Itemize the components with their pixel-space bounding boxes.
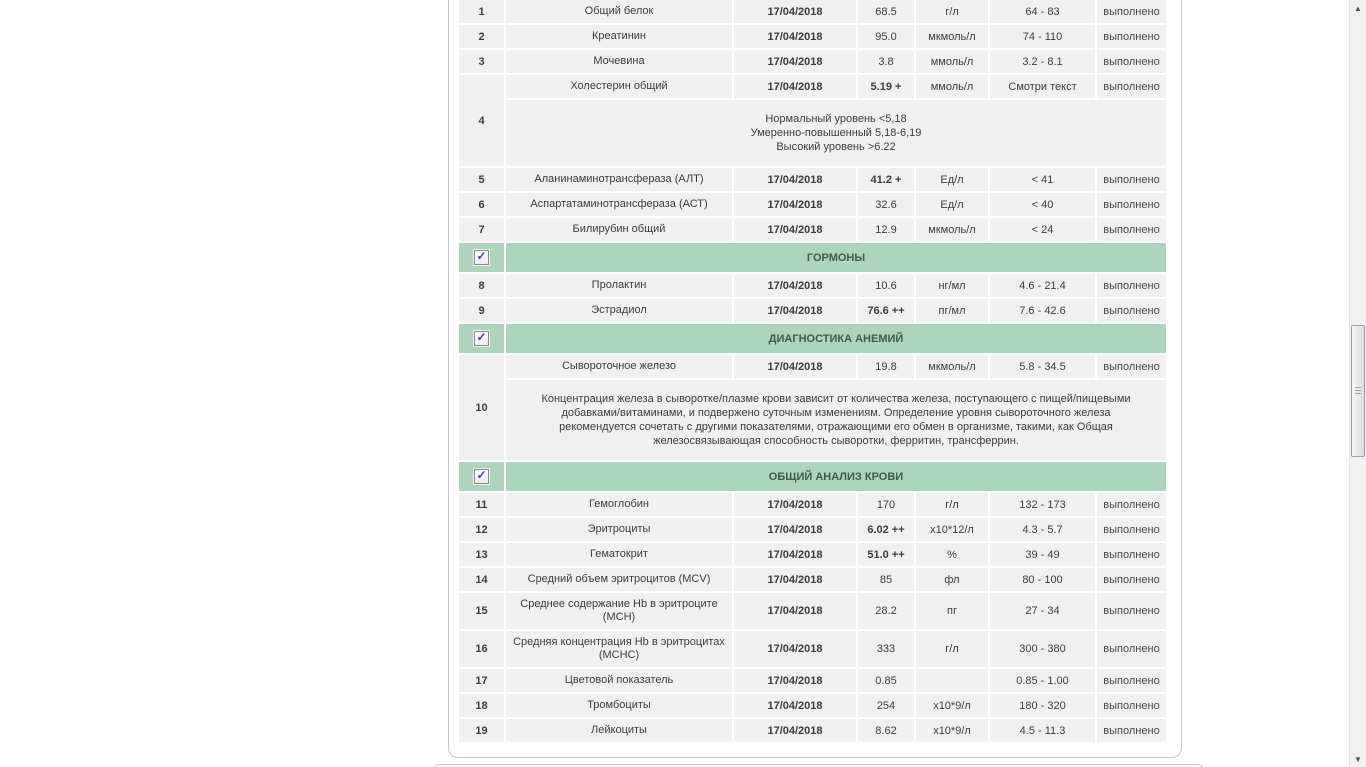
result-cell: 95.0 <box>858 25 914 48</box>
result-cell: 3.8 <box>858 50 914 73</box>
status-cell: выполнено <box>1097 0 1166 23</box>
note-cell <box>506 100 1166 166</box>
row-number-cell: 15 <box>459 593 504 629</box>
test-name-cell: Среднее содержание Hb в эритроците (МСН) <box>506 593 732 629</box>
test-name-cell: Сывороточное железо <box>506 355 732 378</box>
test-name-cell: Мочевина <box>506 50 732 73</box>
table-row <box>459 694 1166 717</box>
row-number-cell: 2 <box>459 25 504 48</box>
reference-range-cell: < 40 <box>990 193 1095 216</box>
status-cell: выполнено <box>1097 50 1166 73</box>
table-row <box>459 218 1166 241</box>
status-cell: выполнено <box>1097 25 1166 48</box>
date-cell: 17/04/2018 <box>734 694 856 717</box>
scrollbar-up-arrow-icon[interactable]: ▲ <box>1354 3 1362 13</box>
reference-range-cell: 80 - 100 <box>990 568 1095 591</box>
section-header-row <box>459 243 1166 272</box>
units-cell: г/л <box>916 631 988 667</box>
status-cell: выполнено <box>1097 493 1166 516</box>
date-cell: 17/04/2018 <box>734 218 856 241</box>
note-row <box>459 100 1166 166</box>
units-cell: нг/мл <box>916 274 988 297</box>
date-cell: 17/04/2018 <box>734 274 856 297</box>
test-name-cell: Общий белок <box>506 0 732 23</box>
table-row <box>459 593 1166 629</box>
test-name-cell: Лейкоциты <box>506 719 732 742</box>
table-row <box>459 50 1166 73</box>
table-row <box>459 493 1166 516</box>
status-cell: выполнено <box>1097 719 1166 742</box>
reference-range-cell: 4.3 - 5.7 <box>990 518 1095 541</box>
table-row <box>459 274 1166 297</box>
result-cell: 8.62 <box>858 719 914 742</box>
status-cell: выполнено <box>1097 75 1166 98</box>
result-cell: 254 <box>858 694 914 717</box>
scrollbar-down-arrow-icon[interactable]: ▼ <box>1354 754 1362 764</box>
status-cell: выполнено <box>1097 631 1166 667</box>
result-cell: 28.2 <box>858 593 914 629</box>
status-cell: выполнено <box>1097 193 1166 216</box>
units-cell: х10*9/л <box>916 719 988 742</box>
result-cell: 85 <box>858 568 914 591</box>
date-cell: 17/04/2018 <box>734 543 856 566</box>
date-cell: 17/04/2018 <box>734 719 856 742</box>
reference-range-cell: 180 - 320 <box>990 694 1095 717</box>
section-checkbox-cell <box>459 462 504 491</box>
units-cell: пг <box>916 593 988 629</box>
test-name-cell: Холестерин общий <box>506 75 732 98</box>
test-name-cell: Билирубин общий <box>506 218 732 241</box>
units-cell: мкмоль/л <box>916 218 988 241</box>
status-cell: выполнено <box>1097 518 1166 541</box>
table-row <box>459 719 1166 742</box>
result-cell: 12.9 <box>858 218 914 241</box>
reference-range-cell: < 24 <box>990 218 1095 241</box>
section-title: ОБЩИЙ АНАЛИЗ КРОВИ <box>506 462 1166 491</box>
scrollbar-grip-icon <box>1355 387 1361 395</box>
results-panel <box>448 0 1182 758</box>
date-cell: 17/04/2018 <box>734 493 856 516</box>
row-number-cell: 5 <box>459 168 504 191</box>
test-name-cell: Пролактин <box>506 274 732 297</box>
section-header-row <box>459 324 1166 353</box>
status-cell: выполнено <box>1097 274 1166 297</box>
date-cell: 17/04/2018 <box>734 75 856 98</box>
checkmark-icon: ✓ <box>476 330 487 344</box>
test-name-cell: Эстрадиол <box>506 299 732 322</box>
date-cell: 17/04/2018 <box>734 355 856 378</box>
test-name-cell: Эритроциты <box>506 518 732 541</box>
units-cell: г/л <box>916 0 988 23</box>
units-cell: ммоль/л <box>916 75 988 98</box>
section-checkbox[interactable] <box>474 469 489 484</box>
lab-results-table <box>457 0 1168 744</box>
result-cell: 68.5 <box>858 0 914 23</box>
status-cell: выполнено <box>1097 355 1166 378</box>
result-cell: 333 <box>858 631 914 667</box>
reference-range-cell: 4.6 - 21.4 <box>990 274 1095 297</box>
units-cell: Ед/л <box>916 193 988 216</box>
test-name-cell: Средний объем эритроцитов (MCV) <box>506 568 732 591</box>
row-number-cell: 17 <box>459 669 504 692</box>
row-number-cell: 13 <box>459 543 504 566</box>
units-cell: ммоль/л <box>916 50 988 73</box>
table-row <box>459 518 1166 541</box>
reference-range-cell: 39 - 49 <box>990 543 1095 566</box>
row-number-cell: 6 <box>459 193 504 216</box>
status-cell: выполнено <box>1097 543 1166 566</box>
reference-range-cell: 7.6 - 42.6 <box>990 299 1095 322</box>
test-name-cell: Тромбоциты <box>506 694 732 717</box>
row-number-cell: 14 <box>459 568 504 591</box>
status-cell: выполнено <box>1097 299 1166 322</box>
row-number-cell: 8 <box>459 274 504 297</box>
section-title: ДИАГНОСТИКА АНЕМИЙ <box>506 324 1166 353</box>
table-row <box>459 168 1166 191</box>
date-cell: 17/04/2018 <box>734 631 856 667</box>
units-cell: фл <box>916 568 988 591</box>
result-cell: 19.8 <box>858 355 914 378</box>
table-row <box>459 75 1166 98</box>
scrollbar-thumb[interactable] <box>1351 325 1365 457</box>
row-number-cell: 11 <box>459 493 504 516</box>
note-row <box>459 380 1166 460</box>
section-header-row <box>459 462 1166 491</box>
note-line: Нормальный уровень <5,18 <box>765 113 907 125</box>
status-cell: выполнено <box>1097 593 1166 629</box>
units-cell: мкмоль/л <box>916 355 988 378</box>
table-row <box>459 568 1166 591</box>
table-row <box>459 355 1166 378</box>
section-checkbox-cell <box>459 243 504 272</box>
row-number-cell: 1 <box>459 0 504 23</box>
test-name-cell: Гематокрит <box>506 543 732 566</box>
row-number-cell: 10 <box>459 355 504 460</box>
note-cell: Концентрация железа в сыворотке/плазме крови зависит от количества железа, поступающего с пищей/пищевыми добавками/витаминами, и подвержено суточным изменениям. Определение уровня сывороточного железа рекомендуется сочетать с другими показателями, отражающими его обмен в организме, такими, как Общая железосвязывающая способность сыворотки, ферритин, трансферрин. <box>506 380 1166 460</box>
date-cell: 17/04/2018 <box>734 50 856 73</box>
reference-range-cell: 74 - 110 <box>990 25 1095 48</box>
row-number-cell: 12 <box>459 518 504 541</box>
table-row <box>459 669 1166 692</box>
status-cell: выполнено <box>1097 568 1166 591</box>
checkmark-icon: ✓ <box>476 468 487 482</box>
units-cell <box>916 669 988 692</box>
table-row <box>459 299 1166 322</box>
date-cell: 17/04/2018 <box>734 0 856 23</box>
date-cell: 17/04/2018 <box>734 593 856 629</box>
note-line: Умеренно-повышенный 5,18-6,19 <box>750 127 922 139</box>
test-name-cell: Цветовой показатель <box>506 669 732 692</box>
row-number-cell: 16 <box>459 631 504 667</box>
units-cell: х10*9/л <box>916 694 988 717</box>
date-cell: 17/04/2018 <box>734 25 856 48</box>
units-cell: % <box>916 543 988 566</box>
date-cell: 17/04/2018 <box>734 193 856 216</box>
test-name-cell: Гемоглобин <box>506 493 732 516</box>
reference-range-cell: < 41 <box>990 168 1095 191</box>
row-number-cell: 18 <box>459 694 504 717</box>
row-number-cell: 19 <box>459 719 504 742</box>
units-cell: мкмоль/л <box>916 25 988 48</box>
result-cell: 32.6 <box>858 193 914 216</box>
units-cell: г/л <box>916 493 988 516</box>
section-checkbox-cell <box>459 324 504 353</box>
table-row <box>459 631 1166 667</box>
section-checkbox[interactable] <box>474 250 489 265</box>
row-number-cell: 3 <box>459 50 504 73</box>
vertical-scrollbar[interactable] <box>1349 0 1366 767</box>
date-cell: 17/04/2018 <box>734 568 856 591</box>
date-cell: 17/04/2018 <box>734 518 856 541</box>
result-cell: 5.19 + <box>858 75 914 98</box>
status-cell: выполнено <box>1097 168 1166 191</box>
reference-range-cell: 4.5 - 11.3 <box>990 719 1095 742</box>
reference-range-cell: 132 - 173 <box>990 493 1095 516</box>
date-cell: 17/04/2018 <box>734 168 856 191</box>
test-name-cell: Креатинин <box>506 25 732 48</box>
result-cell: 10.6 <box>858 274 914 297</box>
reference-range-cell: 3.2 - 8.1 <box>990 50 1095 73</box>
reference-range-cell: Смотри текст <box>990 75 1095 98</box>
result-cell: 41.2 + <box>858 168 914 191</box>
test-name-cell: Аспартатаминотрансфераза (АСТ) <box>506 193 732 216</box>
status-cell: выполнено <box>1097 218 1166 241</box>
section-title: ГОРМОНЫ <box>506 243 1166 272</box>
date-cell: 17/04/2018 <box>734 299 856 322</box>
row-number-cell: 4 <box>459 75 504 166</box>
checkmark-icon: ✓ <box>476 249 487 263</box>
reference-range-cell: 300 - 380 <box>990 631 1095 667</box>
section-checkbox[interactable] <box>474 331 489 346</box>
table-row <box>459 193 1166 216</box>
test-name-cell: Средняя концентрация Hb в эритроцитах (МСНС) <box>506 631 732 667</box>
reference-range-cell: 0.85 - 1.00 <box>990 669 1095 692</box>
units-cell: х10*12/л <box>916 518 988 541</box>
reference-range-cell: 64 - 83 <box>990 0 1095 23</box>
reference-range-cell: 5.8 - 34.5 <box>990 355 1095 378</box>
result-cell: 0.85 <box>858 669 914 692</box>
table-row <box>459 543 1166 566</box>
result-cell: 170 <box>858 493 914 516</box>
note-line: Высокий уровень >6.22 <box>776 141 896 153</box>
row-number-cell: 7 <box>459 218 504 241</box>
table-row <box>459 25 1166 48</box>
test-name-cell: Аланинаминотрансфераза (АЛТ) <box>506 168 732 191</box>
date-cell: 17/04/2018 <box>734 669 856 692</box>
status-cell: выполнено <box>1097 694 1166 717</box>
row-number-cell: 9 <box>459 299 504 322</box>
lab-results-table-body <box>459 0 1166 742</box>
table-row <box>459 0 1166 23</box>
status-cell: выполнено <box>1097 669 1166 692</box>
result-cell: 6.02 ++ <box>858 518 914 541</box>
units-cell: пг/мл <box>916 299 988 322</box>
units-cell: Ед/л <box>916 168 988 191</box>
reference-range-cell: 27 - 34 <box>990 593 1095 629</box>
result-cell: 51.0 ++ <box>858 543 914 566</box>
result-cell: 76.6 ++ <box>858 299 914 322</box>
